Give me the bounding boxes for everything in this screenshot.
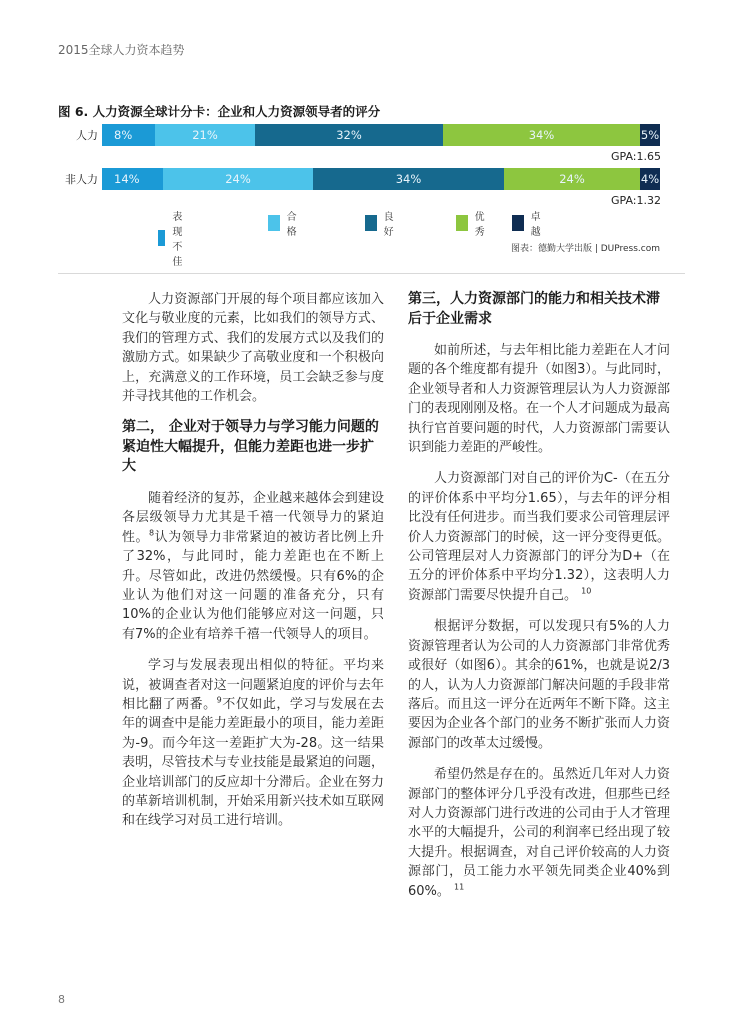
legend-label: 合格	[286, 212, 297, 238]
legend-swatch	[512, 215, 524, 231]
text-run: 人力资源部门对自己的评价为C-（在五分的评价体系中平均分1.65），与去年的评分相比没有任何进步。而当我们要求公司管理层评价人力资源部门的时候，这一评分变得更低。公司管理层对人力资源部门的评分为D+（在五分的评价体系中平均分1.32），这表明人力资源部门需要尽快提升自己。	[408, 471, 670, 603]
legend-label: 良好	[383, 212, 394, 238]
bar-segment-poor: 14%	[102, 168, 163, 190]
footnote-ref[interactable]: 11	[454, 882, 465, 892]
legend-swatch	[268, 215, 280, 231]
text-run: 认为领导力非常紧迫的被访者比例上升了32%，与此同时，能力差距也在不断上升。尽管如此，改进仍然缓慢。只有6%的企业认为他们对这一问题的准备充分，只有10%的企业认为他们能够应对这一问题，只有7%的企业有培养千禧一代领导人的项目。	[122, 529, 384, 642]
text-run: 不仅如此，学习与发展在去年的调查中是能力差距最小的项目，能力差距为-9。而今年这一差距扩大为-28。这一结果表明，尽管技术与专业技能是最紧迫的问题，企业培训部门的反应却十分滞后。企业在努力的革新培训机制，开始采用新兴技术如互联网和在线学习对员工进行培训。	[122, 697, 384, 829]
legend-swatch	[365, 215, 377, 231]
bar-segment-adequate: 21%	[155, 124, 255, 146]
bar-segment-outstanding: 5%	[640, 124, 660, 146]
paragraph: 人力资源部门开展的每个项目都应该加入文化与敬业度的元素，比如我们的领导方式、我们的管理方式、我们的发展方式以及我们的激励方式。如果缺少了高敬业度和一个积极向上，充满意义的工作环境，员工会缺乏参与度并寻找其他的工作机会。	[122, 292, 384, 405]
footnote-ref[interactable]: 9	[216, 695, 222, 705]
legend-swatch	[456, 215, 468, 231]
paragraph	[408, 765, 670, 901]
paragraph	[122, 656, 384, 831]
footnote-ref[interactable]: 8	[149, 528, 155, 538]
bar-segment-excellent: 24%	[504, 168, 640, 190]
bar-segment-good: 32%	[255, 124, 443, 146]
row-label: 非人力	[65, 173, 98, 186]
stacked-bar	[102, 168, 660, 190]
legend-label: 优秀	[474, 212, 485, 238]
left-column	[122, 290, 384, 843]
legend-label: 表现不佳	[172, 212, 183, 268]
running-header: 2015全球人力资本趋势	[58, 43, 185, 57]
paragraph: 如前所述，与去年相比能力差距在人才问题的各个维度都有提升（如图3）。与此同时，企业领导者和人力资源管理层认为人力资源部门的表现刚刚及格。在一个人才问题成为最高执行官首要问题的时代，人力资源部门需要认识到能力差距的严峻性。	[408, 343, 670, 456]
paragraph	[122, 489, 384, 644]
legend-item-outstanding	[512, 208, 545, 238]
chart-row-non-hr	[58, 168, 668, 190]
legend-swatch	[158, 230, 165, 246]
text-run: 学习与发展表现出相似的特征。平均来说，被调查者对这一问题紧迫度的评价与去年相比翻了两番。	[122, 658, 384, 712]
gpa-non-hr: GPA:1.32	[611, 194, 661, 207]
bar-segment-outstanding: 4%	[640, 168, 660, 190]
text-run: 希望仍然是存在的。虽然近几年对人力资源部门的整体评分几乎没有改进，但那些已经对人力资源部门进行改进的公司由于人才管理水平的大幅提升，公司的利润率已经出现了较大提升。根据调查，对自己评价较高的人力资源部门，员工能力水平领先同类企业40%到60%。	[408, 767, 670, 899]
bar-segment-excellent: 34%	[443, 124, 640, 146]
chart-row-hr	[58, 124, 668, 146]
legend-item-good	[365, 208, 398, 238]
bar-segment-good: 34%	[313, 168, 504, 190]
section-heading: 第二， 企业对于领导力与学习能力问题的紧迫性大幅提升，但能力差距也进一步扩大	[122, 419, 379, 475]
stacked-bar	[102, 124, 660, 146]
text-run: 随着经济的复苏，企业越来越体会到建设各层级领导力尤其是千禧一代领导力的紧迫性。	[122, 490, 384, 545]
footnote-ref[interactable]: 10	[581, 586, 592, 596]
bar-segment-adequate: 24%	[163, 168, 313, 190]
section-heading: 第三，人力资源部门的能力和相关技术滞后于企业需求	[408, 291, 660, 327]
legend-item-poor	[158, 208, 191, 268]
legend-item-excellent	[456, 208, 489, 238]
row-label: 人力	[76, 129, 98, 142]
gpa-hr: GPA:1.65	[611, 150, 661, 163]
legend-item-adequate	[268, 208, 301, 238]
figure-source: 图表：德勤大学出版 | DUPress.com	[510, 244, 660, 254]
figure-title: 图 6. 人力资源全球计分卡：企业和人力资源领导者的评分	[58, 104, 381, 119]
legend-label: 卓越	[530, 212, 541, 238]
section-divider	[58, 273, 685, 274]
paragraph: 根据评分数据，可以发现只有5%的人力资源管理者认为公司的人力资源部门非常优秀或很好（如图6）。其余的61%，也就是说2/3的人，认为人力资源部门解决问题的手段非常落后。而且这一评分在近两年不断下降。这主要因为企业各个部门的业务不断扩张而人力资源部门的改革太过缓慢。	[408, 619, 670, 751]
page-number: 8	[58, 993, 65, 1006]
paragraph	[408, 469, 670, 605]
bar-segment-poor: 8%	[102, 124, 155, 146]
right-column	[408, 290, 670, 913]
